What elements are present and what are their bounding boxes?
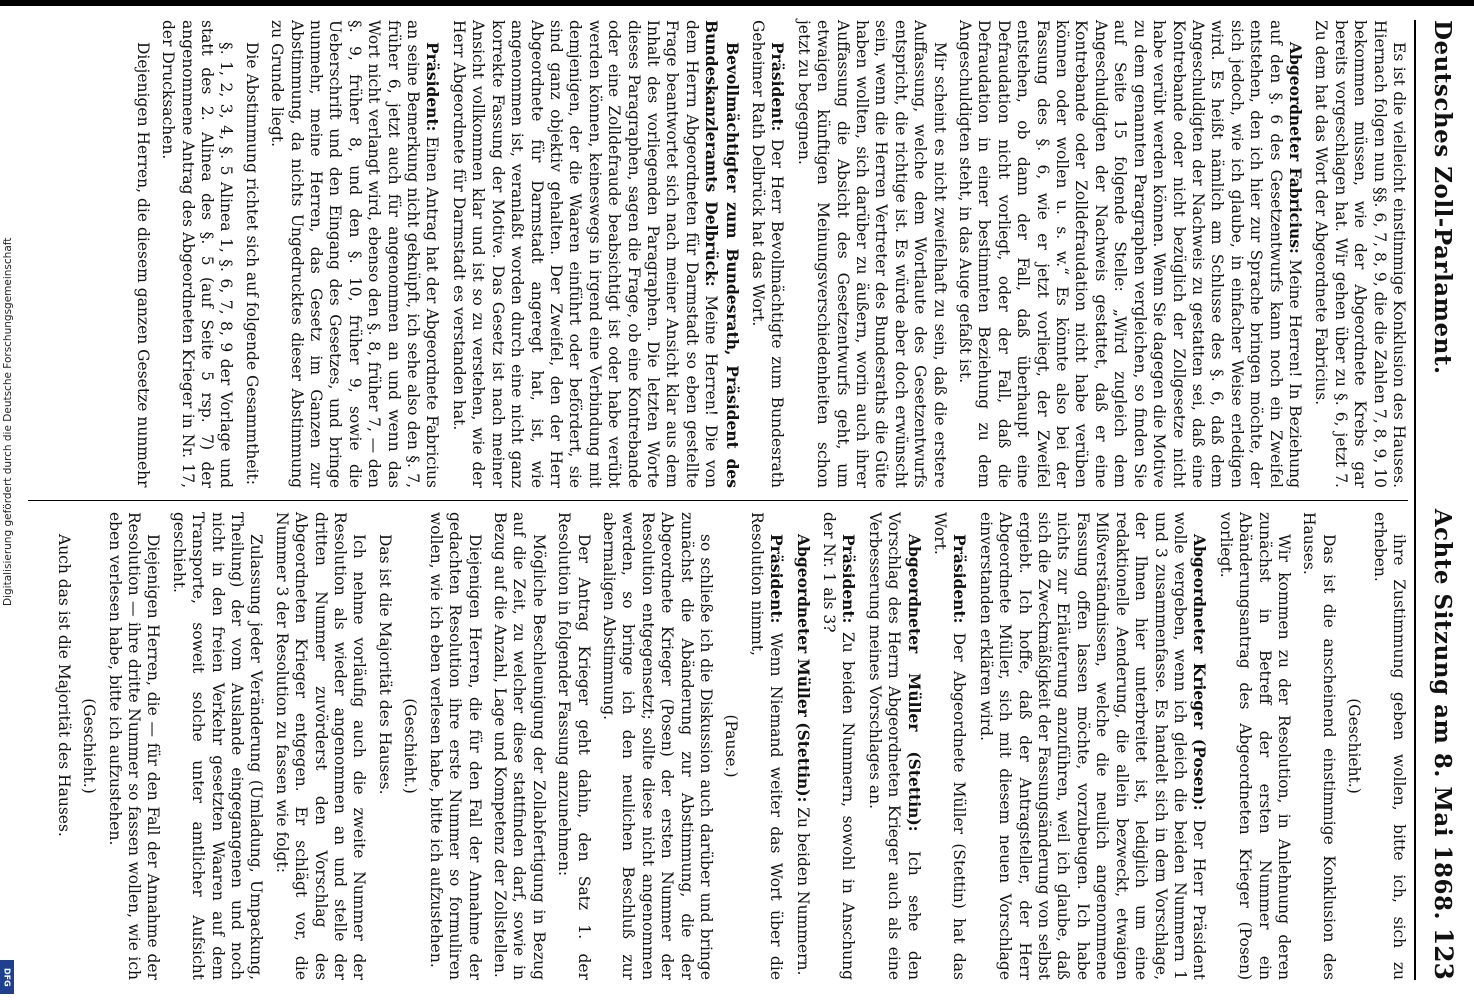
paragraph [375, 512, 394, 980]
dfg-logo: DFG [0, 960, 14, 994]
stage-direction [1344, 512, 1363, 980]
paragraph-text: Diejenigen Herren, die — für den Fall der Annahme der Resolution — ihre dritte Nummer so fassen wollen, wie ich eben verlesen habe, bitte ich aufzustehen. [105, 512, 163, 980]
speaker-name: Präsident: [767, 534, 787, 624]
paragraph-text: Zulassung jeder Veränderung (Umladung, Umpackung, Theilung) der vom Auslande eingegangenen und noch nicht in den freien Verkehr gesetzten Waaren auf dem Transporte, soweit solche unter amtlicher Aufsicht geschieht. [169, 512, 266, 980]
paragraph [168, 512, 265, 980]
paragraph-text: Der Antrag Krieger geht dahin, den Satz 1. der Resolution in folgender Fassung anzunehmen: [555, 512, 593, 980]
paragraph [1215, 512, 1293, 980]
paragraph [104, 512, 162, 980]
paragraph-text: Einen Antrag hat der Abgeordnete Fabricius an seine Bemerkung nicht geknüpft, ich sehe also den §. 7, früher 6, jetzt auch für angenommen an und wenn das Wort nicht verlangt wird, ebenso den §. 8, früher 7, — den §. 9, früher 8, und den §. 10, früher 9, sowie die Ueberschrift und den Eingang des Gesetzes, und bringe nunmehr, meine Herren, das Gesetz im Ganzen zur Abstimmung, da nichts Ungedrucktes dieser Abstimmung zu Grunde liegt. [268, 20, 442, 488]
paragraph-text: (Geschieht.) [401, 698, 420, 794]
paragraph-text: Auch das ist die Majorität des Hauses. [54, 534, 73, 837]
paragraph [158, 20, 236, 488]
stage-direction [400, 512, 419, 980]
paragraph [53, 512, 72, 980]
speaker-name: Präsident: [423, 42, 443, 132]
paragraph-text: Es ist die vielleicht einstimmige Konklusion des Hauses. Hiernach folgen nun §§. 6, 7, 8, 9, die die Zahlen 7, 8, 9, 10 bekommen müssen, wie der Abgeordnete Krebs gar bereits vorgeschlagen hat. Wir gehen über zu §. 6, jetzt 7. Zu dem hat das Wort der Abgeordnete Fabricius. [1312, 20, 1408, 488]
stage-direction [721, 512, 740, 980]
paragraph-text: (Geschieht.) [1345, 698, 1364, 794]
paragraph [267, 20, 443, 488]
digitization-credit: Digitalisierung gefördert durch die Deutsche Forschungsgemeinschaft [2, 237, 14, 606]
paragraph [1311, 20, 1408, 488]
paragraph [490, 512, 548, 980]
paragraph [930, 512, 970, 980]
paragraph [271, 512, 368, 980]
speaker-name: Präsident: [839, 534, 859, 624]
paragraph [1299, 512, 1338, 980]
paragraph [425, 512, 483, 980]
paragraph-text: Ich nehme vorläufig auch die zweite Nummer der Resolution als wieder angenommen an und stelle der dritten Nummer zuvörderst den Vorschlag des Abgeordneten Krieger entgegen. Er schlägt vor, die Nummer 3 der Resolution zu fassen wie folgt: [272, 512, 369, 980]
paragraph-text: Diejenigen Herren, die diesem ganzen Gesetze nunmehr [133, 42, 152, 488]
paragraph-text: Wir kommen zu der Resolution, in Anlehnung deren zunächst in Betreff der ersten Nummer ein Abänderungsantrag des Abgeordneten Krieger (Posen) vorliegt. [1216, 512, 1293, 980]
paragraph [746, 512, 786, 980]
page-header [1414, 20, 1466, 980]
paragraph-text: Der Herr Bevollmächtigte zum Bundesrath Geheimer Rath Delbrück hat das Wort. [749, 20, 787, 488]
paragraph-text: Wenn Niemand weiter das Wort über die Resolution nimmt, [747, 512, 786, 980]
paragraph [241, 20, 260, 488]
stage-direction [79, 512, 98, 980]
header-left-title: Deutsches Zoll-Parlament. [1429, 20, 1456, 375]
paragraph [554, 512, 593, 980]
speaker-name: Abgeordneter Müller (Stettin): [904, 534, 924, 832]
paragraph-text: Ich sehe den Vorschlag des Herrn Abgeordneten Krieger auch als eine Verbesserung meines Vorschlages an. [865, 512, 923, 980]
paragraph [1369, 512, 1408, 980]
speaker-name: Abgeordneter Krieger (Posen): [1190, 534, 1210, 811]
paragraph-text: so schließe ich die Diskussion auch darüber und bringe zunächst die Abänderung zur Abstimmung, die der Abgeordnete Krieger (Posen) der ersten Nummer der Resolution entgegensetzt; sollte diese nicht angenommen werden, so bringe ich den neulichen Beschluß zur abermaligen Abstimmung. [599, 512, 715, 980]
speaker-name: Präsident: [768, 42, 788, 132]
scan-edge [0, 0, 1474, 6]
left-column [126, 20, 1408, 488]
paragraph-text: (Pause.) [722, 714, 741, 778]
speaker-name: Abgeordneter Müller (Stettin): [793, 534, 813, 803]
paragraph-text: Meine Herren! In Beziehung auf den §. 6 des Gesetzentwurfs kann noch ein Zweifel entstehen, den ich hier zur Sprache bringen möchte, der sich jedoch, wie ich glaube, in einfacher Weise erledigen wird. Es heißt nämlich am Schlusse des §. 6, daß dem Angeschuldigten der Nachweis zu gestatten sei, daß eine Kontrebande oder nicht bezüglich der Zollgesetze nicht habe verübt werden können. Wenn Sie dagegen die Motive zu dem genannten Paragraphen vergleichen, so finden Sie auf Seite 15 folgende Stelle: „Wird zugleich dem Angeschuldigten der Nachweis gestattet, daß er eine Kontrebande oder Zolldefraudation nicht habe verüben können oder wollen u. s. w.“ Es könnte also bei der Fassung des §. 6, wie er jetzt vorliegt, der Zweifel entstehen, ob dann der Fall, daß überhaupt eine Defraudation nicht vorliegt, oder der Fall, daß die Defraudation in einer bestimmten Beziehung zu dem Angeschuldigten steht, in das Auge gefaßt ist. [956, 20, 1304, 488]
paragraph-text: Das ist die anscheinend einstimmige Konklusion des Hauses. [1300, 512, 1338, 980]
paragraph [132, 20, 151, 488]
page-number: 123 [1429, 927, 1458, 980]
paragraph-text: Mögliche Beschleunigung der Zollabfertigung in Bezug auf die Zeit, zu welcher diese stattfinden darf, sowie in Bezug auf die Anzahl, Lage und Kompetenz der Zollstellen. [490, 512, 548, 980]
paragraph [792, 512, 812, 980]
right-column [47, 512, 1408, 980]
paragraph-text: Zu beiden Nummern, sowohl in Anschung der Nr. 1 als 3? [820, 512, 858, 980]
paragraph-text: ihre Zustimmung geben wollen, bitte ich, sich zu erheben. [1370, 512, 1408, 980]
paragraph-text: Mir scheint es nicht zweifelhaft zu sein, daß die erstere Auffassung, welche dem Wortlaute des Gesetzentwurfs entspricht, die richtige ist. Es würde aber doch erwünscht sein, wenn die Herren Vertreter des Bundesraths die Güte haben wollten, sich darüber zu äußern, worin auch ihrer Auffassung die Absicht des Gesetzentwurfs geht, um etwaigen künftigen Meinungsverschiedenheiten schon jetzt zu begegnen. [794, 20, 949, 488]
paragraph [793, 20, 948, 488]
column-divider [28, 500, 1408, 501]
header-right-title: Achte Sitzung am 8. Mai 1868. [1429, 508, 1456, 920]
paragraph-text: Der Herr Präsident wolle vergeben, wenn ich gleich die beiden Nummern 1 und 3 zusammenfasse. Es handelt sich in dem Vorschlage, der Ihnen hier unterbreitet ist, lediglich um eine redaktionelle Aenderung, die allein bezweckt, etwaigen Mißverständnissen, welche die neulich angenommene Fassung offen lassen möchte, vorzubeugen. Ich habe nichts zur Erläuterung anzuführen, weil ich glaube, daß sich die Zweckmäßigkeit der Fassungsänderung von selbst ergiebt. Ich hoffe, daß der Antragsteller, der Herr Abgeordnete Müller, sich mit diesem neuen Vorschlage einverstanden erklären wird. [976, 512, 1209, 980]
paragraph-text: Diejenigen Herren, die für den Fall der Annahme der gedachten Resolution ihre erste Nummer so formuliren wollen, wie ich eben verlesen habe, bitte ich aufzustehen. [426, 512, 484, 980]
paragraph [449, 20, 742, 488]
paragraph [599, 512, 715, 980]
paragraph [819, 512, 859, 980]
speaker-name: Bevollmächtigter zum Bundesrath, Präsident des Bundeskanzleramts Delbrück: [702, 20, 742, 488]
paragraph-text: (Geschieht.) [80, 698, 99, 794]
speaker-name: Abgeordneter Fabricius: [1285, 42, 1305, 254]
paragraph [748, 20, 788, 488]
paragraph-text: Zu beiden Nummern. [793, 807, 812, 976]
paragraph-text: §. 1, 2, 3, 4, §. 5 Alinea 1, §. 6, 7, 8, 9 der Vorlage und statt des 2. Alinea des §. 5 (auf Seite 5 rsp. 7) der angenommene Antrag des Abgeordneten Krieger in Nr. 17, der Drucksachen. [159, 20, 236, 488]
speaker-name: Präsident: [950, 534, 970, 624]
paragraph [975, 512, 1209, 980]
paragraph-text: Das ist die Majorität des Hauses. [375, 534, 394, 795]
paragraph-text: Der Abgeordnete Müller (Stettin) hat das Wort. [931, 512, 969, 980]
paragraph [864, 512, 923, 980]
paragraph-text: Die Abstimmung richtet sich auf folgende Gesammtheit: [242, 42, 261, 485]
paragraph [955, 20, 1305, 488]
paragraph-text: Meine Herren! Die von dem Herrn Abgeordneten für Darmstadt so eben gestellte Frage beantwortet sich nach meiner Ansicht klar aus dem Inhalt des vorliegenden Paragraphen. Die letzten Worte dieses Paragraphen, sagen die Frage, ob eine Kontrebande oder eine Zolldefraude beabsichtigt ist oder habe verübt werden können, keineswegs in irgend eine Verbindung mit demjenigen, der die Waaren einführt oder befördert, sie sind ganz objektiv gehalten. Der Zweifel, den der Herr Abgeordnete für Darmstadt angeregt hat, ist, wie angenommen ist, veranlaßt worden durch eine nicht ganz korrekte Fassung der Motive. Das Gesetz ist nach meiner Ansicht vollkommen klar und ist so zu verstehen, wie der Herr Abgeordnete für Darmstadt es verstanden hat. [449, 20, 721, 488]
